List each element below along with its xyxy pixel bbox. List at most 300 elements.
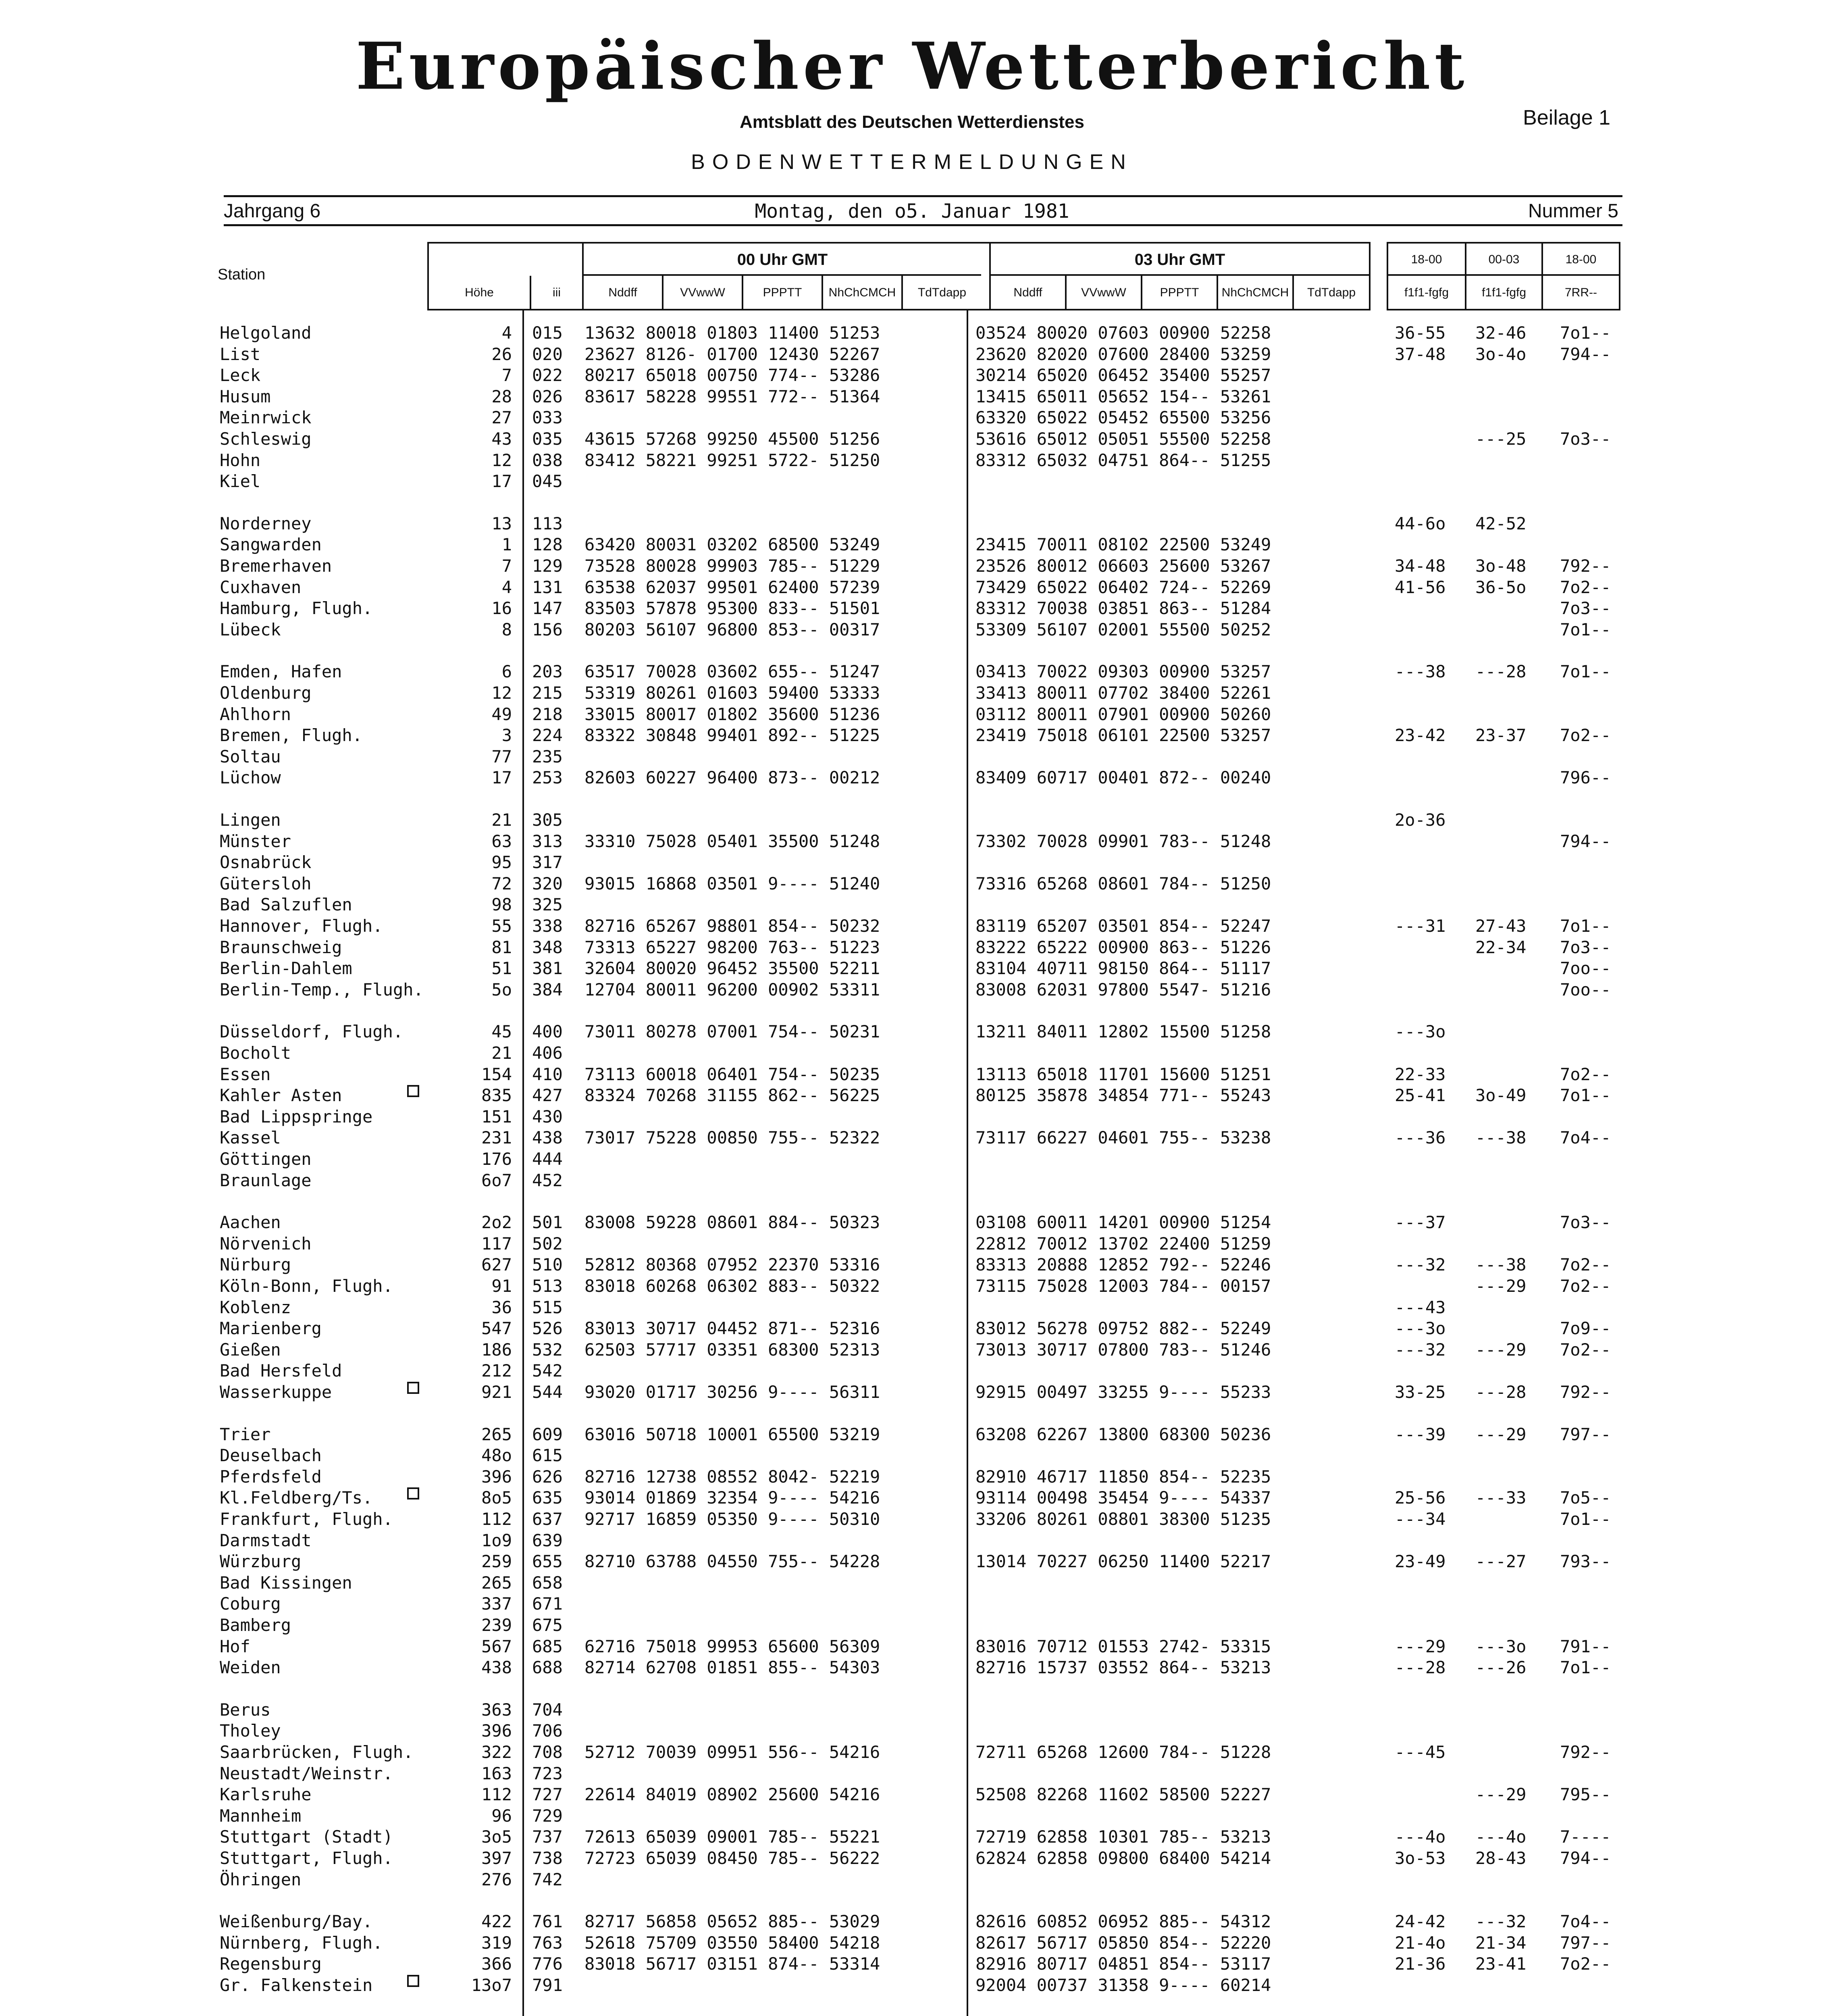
station-name: Essen	[220, 1064, 271, 1084]
table-row	[0, 1360, 1824, 1381]
table-row	[0, 1551, 1824, 1572]
table-row	[0, 1636, 1824, 1657]
station-height: 43	[491, 429, 512, 449]
station-name: Cuxhaven	[220, 577, 302, 597]
station-number: 406	[532, 1043, 563, 1063]
obs-03-groups: 73115 75028 12003 784-- 00157	[975, 1276, 1271, 1296]
station-height: 5o	[491, 980, 512, 1000]
table-row	[0, 556, 1824, 577]
station-height: 547	[481, 1318, 512, 1338]
table-row	[0, 1466, 1824, 1487]
precip-group: 794--	[1560, 344, 1611, 364]
station-height: 921	[481, 1382, 512, 1402]
obs-00-groups: 93014 01869 32354 9---- 54216	[584, 1488, 880, 1508]
precip-group: 796--	[1560, 768, 1611, 787]
obs-00-groups: 63538 62037 99501 62400 57239	[584, 577, 880, 597]
table-row	[0, 1487, 1824, 1508]
station-height: 396	[481, 1467, 512, 1487]
station-name: Husum	[220, 387, 271, 406]
station-name: Stuttgart, Flugh.	[220, 1848, 393, 1868]
period-3-subheader: 7RR--	[1541, 276, 1619, 310]
table-row	[0, 1593, 1824, 1614]
wind-gust-18-00: 24-42	[1395, 1912, 1446, 1931]
station-height: 81	[491, 937, 512, 957]
obs-03-groups: 63208 62267 13800 68300 50236	[975, 1425, 1271, 1444]
station-height: 28	[491, 387, 512, 406]
precip-group: 7o1--	[1560, 916, 1611, 936]
table-row	[0, 1784, 1824, 1805]
station-height: 7	[501, 556, 512, 576]
wind-gust-18-00: ---43	[1395, 1297, 1446, 1317]
issue-date: Montag, den o5. Januar 1981	[755, 200, 1069, 223]
table-row	[0, 1615, 1824, 1636]
wind-gust-18-00: 33-25	[1395, 1382, 1446, 1402]
table-row	[0, 1933, 1824, 1954]
station-number: 708	[532, 1742, 563, 1762]
precip-group: 795--	[1560, 1785, 1611, 1804]
table-row	[0, 1318, 1824, 1339]
obs-03-groups: 83104 40711 98150 864-- 51117	[975, 958, 1271, 978]
wind-gust-18-00: 37-48	[1395, 344, 1446, 364]
station-name: Weißenburg/Bay.	[220, 1912, 373, 1931]
obs-03-groups: 13211 84011 12802 15500 51258	[975, 1022, 1271, 1041]
col-03-ppptt: PPPTT	[1141, 276, 1217, 310]
precip-group: 7o3--	[1560, 598, 1611, 618]
table-row	[0, 1085, 1824, 1106]
station-number: 305	[532, 810, 563, 830]
station-height: 567	[481, 1637, 512, 1656]
table-row	[0, 661, 1824, 682]
table-row	[0, 598, 1824, 619]
station-height: 77	[491, 747, 512, 766]
wind-gust-18-00: ---39	[1395, 1425, 1446, 1444]
station-height: 95	[491, 852, 512, 872]
group-03-header: 03 Uhr GMT	[989, 244, 1369, 276]
table-row	[0, 1763, 1824, 1784]
station-height: 3	[501, 725, 512, 745]
station-height: 6o7	[481, 1170, 512, 1190]
station-number: 131	[532, 577, 563, 597]
obs-00-groups: 83013 30717 04452 871-- 52316	[584, 1318, 880, 1338]
station-number: 626	[532, 1467, 563, 1487]
station-name: Bocholt	[220, 1043, 291, 1063]
wind-gust-18-00: ---3o	[1395, 1318, 1446, 1338]
station-name: Koblenz	[220, 1297, 291, 1317]
table-row	[0, 1212, 1824, 1233]
table-row	[0, 1699, 1824, 1720]
obs-00-groups: 62503 57717 03351 68300 52313	[584, 1340, 880, 1360]
period-3-header: 18-00	[1541, 244, 1619, 276]
obs-03-groups: 23415 70011 08102 22500 53249	[975, 535, 1271, 554]
station-name: Norderney	[220, 514, 312, 533]
station-height: 8	[501, 620, 512, 639]
station-height: 397	[481, 1848, 512, 1868]
mountain-station-marker-icon	[407, 1975, 419, 1987]
station-number: 022	[532, 365, 563, 385]
station-height: 438	[481, 1658, 512, 1677]
wind-gust-18-00: ---36	[1395, 1128, 1446, 1148]
precip-group: 7o4--	[1560, 1128, 1611, 1148]
precip-group: 797--	[1560, 1933, 1611, 1953]
obs-00-groups: 83008 59228 08601 884-- 50323	[584, 1212, 880, 1232]
station-name: Stuttgart (Stadt)	[220, 1827, 393, 1847]
station-number: 737	[532, 1827, 563, 1847]
table-row	[0, 683, 1824, 704]
precip-group: 793--	[1560, 1552, 1611, 1571]
station-name: Bad Lippspringe	[220, 1107, 373, 1127]
station-name: Emden, Hafen	[220, 662, 342, 681]
station-number: 675	[532, 1615, 563, 1635]
table-row	[0, 958, 1824, 979]
table-row	[0, 767, 1824, 788]
wind-gust-18-00: 44-6o	[1395, 514, 1446, 533]
station-number: 317	[532, 852, 563, 872]
station-name: Frankfurt, Flugh.	[220, 1509, 393, 1529]
obs-03-groups: 82617 56717 05850 854-- 52220	[975, 1933, 1271, 1953]
table-row	[0, 1233, 1824, 1254]
volume-label: Jahrgang 6	[224, 200, 321, 222]
table-row	[0, 471, 1824, 492]
wind-gust-00-03: ---3o	[1475, 1637, 1527, 1656]
obs-03-groups: 83312 65032 04751 864-- 51255	[975, 450, 1271, 470]
station-number: 515	[532, 1297, 563, 1317]
table-row	[0, 429, 1824, 450]
table-row	[0, 407, 1824, 428]
station-height: 112	[481, 1509, 512, 1529]
wind-gust-18-00: ---45	[1395, 1742, 1446, 1762]
station-number: 410	[532, 1064, 563, 1084]
wind-gust-00-03: 3o-48	[1475, 556, 1527, 576]
station-number: 685	[532, 1637, 563, 1656]
obs-03-groups: 83409 60717 00401 872-- 00240	[975, 768, 1271, 787]
wind-gust-00-03: 42-52	[1475, 514, 1527, 533]
iii-column-header: iii	[530, 276, 582, 310]
station-name: Nürnberg, Flugh.	[220, 1933, 383, 1953]
station-height: 4	[501, 577, 512, 597]
precip-group: 797--	[1560, 1425, 1611, 1444]
table-row	[0, 1043, 1824, 1064]
wind-gust-00-03: 21-34	[1475, 1933, 1527, 1953]
station-height: 1	[501, 535, 512, 554]
station-height: 16	[491, 598, 512, 618]
station-height: 27	[491, 408, 512, 427]
station-name: Hof	[220, 1637, 250, 1656]
precip-group: 7o3--	[1560, 429, 1611, 449]
table-row	[0, 1170, 1824, 1191]
obs-00-groups: 63420 80031 03202 68500 53249	[584, 535, 880, 554]
table-row	[0, 1911, 1824, 1932]
table-row	[0, 619, 1824, 640]
station-number: 020	[532, 344, 563, 364]
obs-03-groups: 30214 65020 06452 35400 55257	[975, 365, 1271, 385]
obs-03-groups: 62824 62858 09800 68400 54214	[975, 1848, 1271, 1868]
obs-03-groups: 83012 56278 09752 882-- 52249	[975, 1318, 1271, 1338]
wind-gust-00-03: 22-34	[1475, 937, 1527, 957]
obs-00-groups: 73313 65227 98200 763-- 51223	[584, 937, 880, 957]
station-number: 026	[532, 387, 563, 406]
station-number: 542	[532, 1361, 563, 1381]
col-00-vvwww: VVwwW	[662, 276, 742, 310]
station-height: 265	[481, 1573, 512, 1593]
station-number: 532	[532, 1340, 563, 1360]
obs-03-groups: 23620 82020 07600 28400 53259	[975, 344, 1271, 364]
wind-gust-00-03: 3o-4o	[1475, 344, 1527, 364]
station-number: 727	[532, 1785, 563, 1804]
issue-number: Nummer 5	[1528, 200, 1618, 222]
obs-03-groups: 83016 70712 01553 2742- 53315	[975, 1637, 1271, 1656]
col-03-clouds: NhChCMCH	[1217, 276, 1292, 310]
station-name: Braunschweig	[220, 937, 342, 957]
station-name: Hannover, Flugh.	[220, 916, 383, 936]
wind-gust-18-00: 21-4o	[1395, 1933, 1446, 1953]
precip-group: 7oo--	[1560, 980, 1611, 1000]
obs-00-groups: 83503 57878 95300 833-- 51501	[584, 598, 880, 618]
wind-gust-18-00: ---34	[1395, 1509, 1446, 1529]
table-row	[0, 979, 1824, 1000]
obs-03-groups: 22812 70012 13702 22400 51259	[975, 1234, 1271, 1254]
table-row	[0, 894, 1824, 915]
obs-00-groups: 63517 70028 03602 655-- 51247	[584, 662, 880, 681]
station-height: 21	[491, 810, 512, 830]
station-number: 129	[532, 556, 563, 576]
station-name: Kahler Asten	[220, 1085, 342, 1105]
station-number: 544	[532, 1382, 563, 1402]
station-number: 381	[532, 958, 563, 978]
precip-group: 792--	[1560, 556, 1611, 576]
station-height: 212	[481, 1361, 512, 1381]
station-number: 729	[532, 1806, 563, 1826]
station-name: Soltau	[220, 747, 281, 766]
station-height: 13	[491, 514, 512, 533]
obs-00-groups: 82710 63788 04550 755-- 54228	[584, 1552, 880, 1571]
station-height: 363	[481, 1700, 512, 1720]
station-number: 427	[532, 1085, 563, 1105]
obs-00-groups: 32604 80020 96452 35500 52211	[584, 958, 880, 978]
obs-00-groups: 52812 80368 07952 22370 53316	[584, 1255, 880, 1275]
station-name: Gütersloh	[220, 874, 312, 893]
station-number: 501	[532, 1212, 563, 1232]
station-number: 313	[532, 831, 563, 851]
station-number: 015	[532, 323, 563, 343]
station-number: 452	[532, 1170, 563, 1190]
table-row	[0, 1975, 1824, 1996]
wind-gust-00-03: ---38	[1475, 1255, 1527, 1275]
obs-00-groups: 82603 60227 96400 873-- 00212	[584, 768, 880, 787]
station-height: 322	[481, 1742, 512, 1762]
station-height: 8o5	[481, 1488, 512, 1508]
obs-00-groups: 63016 50718 10001 65500 53219	[584, 1425, 880, 1444]
obs-00-groups: 83412 58221 99251 5722- 51250	[584, 450, 880, 470]
station-height: 55	[491, 916, 512, 936]
obs-00-groups: 80203 56107 96800 853-- 00317	[584, 620, 880, 639]
station-height: 48o	[481, 1445, 512, 1465]
obs-00-groups: 12704 80011 96200 00902 53311	[584, 980, 880, 1000]
precip-group: 791--	[1560, 1637, 1611, 1656]
table-header	[427, 242, 1371, 310]
station-name: Öhringen	[220, 1870, 302, 1889]
station-height: 265	[481, 1425, 512, 1444]
station-name: Karlsruhe	[220, 1785, 312, 1804]
precip-group: 792--	[1560, 1742, 1611, 1762]
wind-gust-00-03: 27-43	[1475, 916, 1527, 936]
obs-03-groups: 23419 75018 06101 22500 53257	[975, 725, 1271, 745]
station-number: 384	[532, 980, 563, 1000]
station-number: 348	[532, 937, 563, 957]
station-number: 526	[532, 1318, 563, 1338]
station-height: 396	[481, 1721, 512, 1741]
mountain-station-marker-icon	[407, 1382, 419, 1394]
obs-00-groups: 23627 8126- 01700 12430 52267	[584, 344, 880, 364]
obs-03-groups: 73316 65268 08601 784-- 51250	[975, 874, 1271, 893]
station-name: Wasserkuppe	[220, 1382, 332, 1402]
obs-03-groups: 72719 62858 10301 785-- 53213	[975, 1827, 1271, 1847]
station-name: Berus	[220, 1700, 271, 1720]
obs-00-groups: 73528 80028 99903 785-- 51229	[584, 556, 880, 576]
wind-gust-00-03: 36-5o	[1475, 577, 1527, 597]
station-name: Helgoland	[220, 323, 312, 343]
obs-00-groups: 82716 65267 98801 854-- 50232	[584, 916, 880, 936]
station-height: 96	[491, 1806, 512, 1826]
obs-03-groups: 13415 65011 05652 154-- 53261	[975, 387, 1271, 406]
obs-00-groups: 83322 30848 99401 892-- 51225	[584, 725, 880, 745]
station-name: Berlin-Temp., Flugh.	[220, 980, 424, 1000]
station-height: 6	[501, 662, 512, 681]
station-name: Nörvenich	[220, 1234, 312, 1254]
col-00-dewpoint: TdTdapp	[901, 276, 981, 310]
obs-03-groups: 73013 30717 07800 783-- 51246	[975, 1340, 1271, 1360]
wind-gust-18-00: 3o-53	[1395, 1848, 1446, 1868]
table-row	[0, 365, 1824, 386]
station-height: 366	[481, 1954, 512, 1974]
table-row	[0, 1657, 1824, 1678]
station-height: 17	[491, 471, 512, 491]
col-00-nddff: Nddff	[582, 276, 662, 310]
station-height: 13o7	[471, 1975, 512, 1995]
section-title: BODENWETTERMELDUNGEN	[691, 150, 1133, 174]
station-name: Nürburg	[220, 1255, 291, 1275]
station-name: Aachen	[220, 1212, 281, 1232]
station-number: 045	[532, 471, 563, 491]
obs-00-groups: 62716 75018 99953 65600 56309	[584, 1637, 880, 1656]
station-number: 742	[532, 1870, 563, 1889]
station-name: Bremen, Flugh.	[220, 725, 363, 745]
station-name: Bremerhaven	[220, 556, 332, 576]
table-row	[0, 1064, 1824, 1085]
station-name: Bamberg	[220, 1615, 291, 1635]
obs-00-groups: 83324 70268 31155 862-- 56225	[584, 1085, 880, 1105]
precip-group: 7o1--	[1560, 620, 1611, 639]
station-name: Würzburg	[220, 1552, 302, 1571]
precip-group: 7o5--	[1560, 1488, 1611, 1508]
station-name: Saarbrücken, Flugh.	[220, 1742, 414, 1762]
obs-03-groups: 23526 80012 06603 25600 53267	[975, 556, 1271, 576]
obs-03-groups: 83222 65222 00900 863-- 51226	[975, 937, 1271, 957]
station-name: Deuselbach	[220, 1445, 322, 1465]
wind-gust-18-00: ---38	[1395, 662, 1446, 681]
table-row	[0, 450, 1824, 471]
station-name: Mannheim	[220, 1806, 302, 1826]
station-name: Kl.Feldberg/Ts.	[220, 1488, 373, 1508]
station-name: Bad Kissingen	[220, 1573, 352, 1593]
station-number: 320	[532, 874, 563, 893]
col-03-nddff: Nddff	[989, 276, 1065, 310]
obs-00-groups: 82716 12738 08552 8042- 52219	[584, 1467, 880, 1487]
col-00-ppptt: PPPTT	[742, 276, 822, 310]
station-height: 112	[481, 1785, 512, 1804]
station-name: Darmstadt	[220, 1531, 312, 1550]
station-number: 035	[532, 429, 563, 449]
precip-group: 7o1--	[1560, 1085, 1611, 1105]
station-number: 671	[532, 1594, 563, 1614]
meta-rule	[224, 224, 1622, 226]
precip-group: 7o2--	[1560, 577, 1611, 597]
period-2-header: 00-03	[1465, 244, 1541, 276]
precip-group: 7o1--	[1560, 323, 1611, 343]
table-row	[0, 704, 1824, 725]
station-name: Pferdsfeld	[220, 1467, 322, 1487]
precip-group: 7oo--	[1560, 958, 1611, 978]
station-height: 3o5	[481, 1827, 512, 1847]
precip-group: 7o4--	[1560, 1912, 1611, 1931]
station-number: 609	[532, 1425, 563, 1444]
precip-group: 794--	[1560, 831, 1611, 851]
station-number: 510	[532, 1255, 563, 1275]
station-height: 627	[481, 1255, 512, 1275]
obs-03-groups: 03524 80020 07603 00900 52258	[975, 323, 1271, 343]
station-number: 513	[532, 1276, 563, 1296]
col-03-dewpoint: TdTdapp	[1292, 276, 1369, 310]
precip-group: 7o3--	[1560, 1212, 1611, 1232]
obs-00-groups: 80217 65018 00750 774-- 53286	[584, 365, 880, 385]
wind-gust-00-03: ---25	[1475, 429, 1527, 449]
table-row	[0, 1382, 1824, 1403]
obs-00-groups: 52712 70039 09951 556-- 54216	[584, 1742, 880, 1762]
wind-gust-18-00: ---31	[1395, 916, 1446, 936]
station-height: 51	[491, 958, 512, 978]
obs-03-groups: 13113 65018 11701 15600 51251	[975, 1064, 1271, 1084]
table-row	[0, 810, 1824, 831]
obs-03-groups: 63320 65022 05452 65500 53256	[975, 408, 1271, 427]
precip-group: 794--	[1560, 1848, 1611, 1868]
station-name: Hamburg, Flugh.	[220, 598, 373, 618]
station-number: 224	[532, 725, 563, 745]
precip-group: 7o1--	[1560, 662, 1611, 681]
station-name: Göttingen	[220, 1149, 312, 1169]
wind-gust-00-03: 23-41	[1475, 1954, 1527, 1974]
wind-gust-00-03: 32-46	[1475, 323, 1527, 343]
obs-03-groups: 33206 80261 08801 38300 51235	[975, 1509, 1271, 1529]
obs-03-groups: 83008 62031 97800 5547- 51216	[975, 980, 1271, 1000]
obs-00-groups: 73011 80278 07001 754-- 50231	[584, 1022, 880, 1041]
obs-03-groups: 83312 70038 03851 863-- 51284	[975, 598, 1271, 618]
station-name: Bad Salzuflen	[220, 895, 352, 914]
precip-group: 7o2--	[1560, 1255, 1611, 1275]
wind-gust-18-00: 36-55	[1395, 323, 1446, 343]
table-row	[0, 1742, 1824, 1763]
obs-00-groups: 93020 01717 30256 9---- 56311	[584, 1382, 880, 1402]
wind-gust-00-03: ---27	[1475, 1552, 1527, 1571]
supplement-label: Beilage 1	[1523, 106, 1610, 129]
wind-gust-18-00: ---32	[1395, 1340, 1446, 1360]
table-row	[0, 1572, 1824, 1593]
station-number: 430	[532, 1107, 563, 1127]
station-number: 655	[532, 1552, 563, 1571]
station-height: 12	[491, 450, 512, 470]
period-2-subheader: f1f1-fgfg	[1465, 276, 1541, 310]
station-name: Hohn	[220, 450, 261, 470]
obs-03-groups: 73429 65022 06402 724-- 52269	[975, 577, 1271, 597]
station-name: Schleswig	[220, 429, 312, 449]
